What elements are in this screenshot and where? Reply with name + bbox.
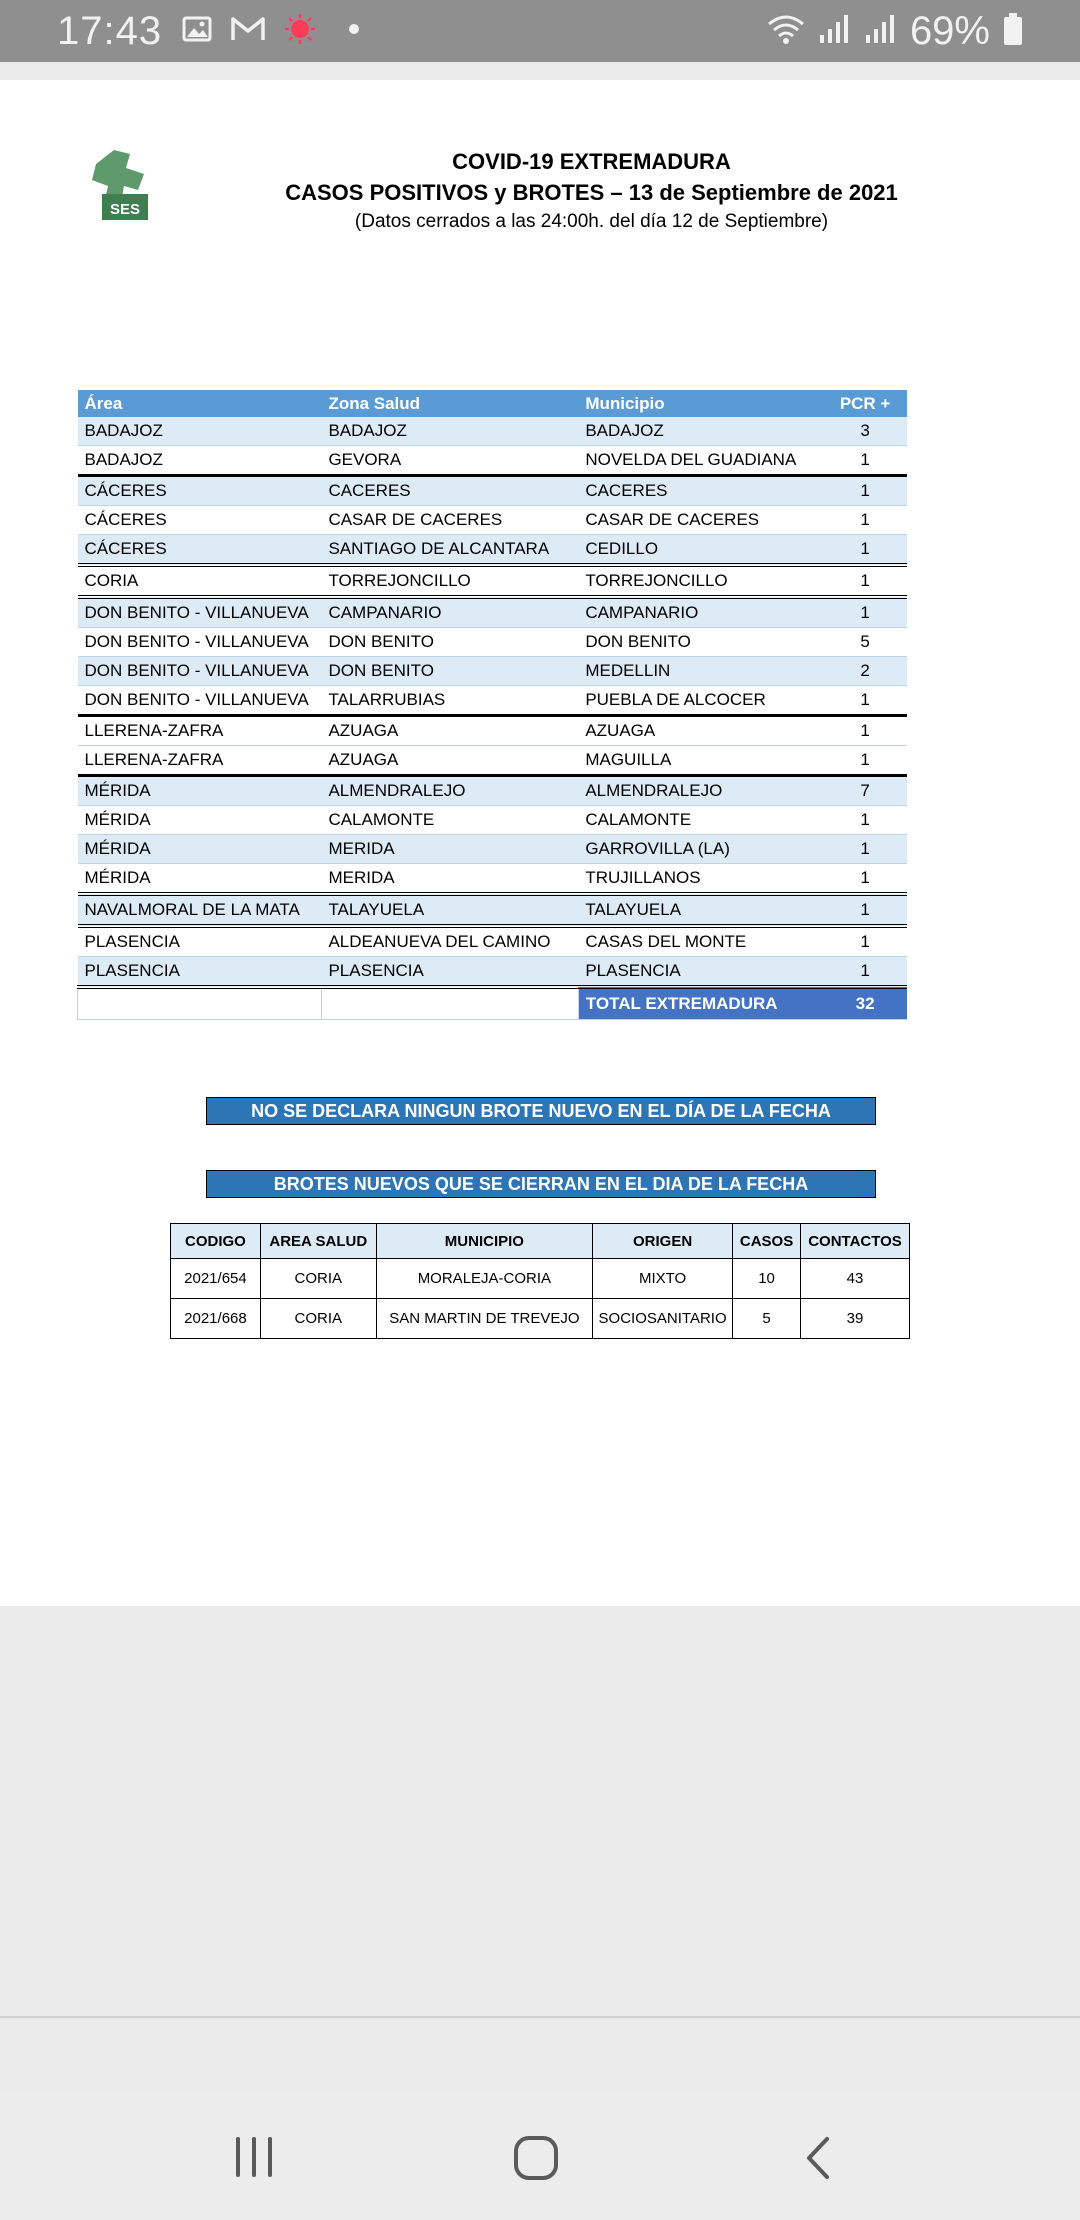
cell-contactos: 39 bbox=[801, 1299, 910, 1339]
cell-zona-salud: CASAR DE CACERES bbox=[321, 506, 578, 535]
cell-pcr: 1 bbox=[823, 686, 907, 716]
cases-total-row bbox=[78, 987, 908, 1020]
cell-pcr: 1 bbox=[823, 535, 907, 566]
recents-icon[interactable] bbox=[232, 2135, 276, 2184]
cell-zona-salud: AZUAGA bbox=[321, 746, 578, 776]
cases-table-row bbox=[78, 657, 908, 686]
cases-table-row bbox=[78, 476, 908, 506]
cases-table-row bbox=[78, 864, 908, 895]
cell-area: MÉRIDA bbox=[78, 835, 322, 864]
cell-pcr: 1 bbox=[823, 835, 907, 864]
cell-municipio: ALMENDRALEJO bbox=[578, 776, 823, 806]
back-icon[interactable] bbox=[803, 2135, 833, 2186]
header-codigo: CODIGO bbox=[171, 1224, 261, 1259]
cell-municipio: TORREJONCILLO bbox=[578, 565, 823, 597]
cell-municipio: SAN MARTIN DE TREVEJO bbox=[376, 1299, 592, 1339]
cases-table-row bbox=[78, 746, 908, 776]
cases-table-body bbox=[78, 417, 908, 1020]
cell-pcr: 7 bbox=[823, 776, 907, 806]
cases-table-row bbox=[78, 597, 908, 628]
cell-municipio: AZUAGA bbox=[578, 716, 823, 746]
no-new-outbreak-banner: NO SE DECLARA NINGUN BROTE NUEVO EN EL DÍA DE LA FECHA bbox=[206, 1097, 876, 1125]
battery-percent: 69% bbox=[909, 8, 990, 53]
status-bar bbox=[0, 0, 1080, 62]
cell-area: LLERENA-ZAFRA bbox=[78, 716, 322, 746]
cell-municipio: MAGUILLA bbox=[578, 746, 823, 776]
cell-area: CÁCERES bbox=[78, 476, 322, 506]
cases-table-row bbox=[78, 565, 908, 597]
cell-area: PLASENCIA bbox=[78, 957, 322, 988]
outbreaks-table-body bbox=[171, 1259, 910, 1339]
outbreaks-table-header bbox=[171, 1224, 910, 1259]
cell-codigo: 2021/668 bbox=[171, 1299, 261, 1339]
header-area-salud: AREA SALUD bbox=[260, 1224, 376, 1259]
cell-zona-salud: GEVORA bbox=[321, 446, 578, 476]
cell-area: BADAJOZ bbox=[78, 417, 322, 446]
cases-table-row bbox=[78, 628, 908, 657]
cell-area: DON BENITO - VILLANUEVA bbox=[78, 657, 322, 686]
header-zona-salud: Zona Salud bbox=[321, 390, 578, 417]
cases-table-row bbox=[78, 926, 908, 957]
cell-pcr: 1 bbox=[823, 476, 907, 506]
cell-pcr: 1 bbox=[823, 597, 907, 628]
cell-origen: SOCIOSANITARIO bbox=[593, 1299, 733, 1339]
battery-icon bbox=[1002, 12, 1024, 51]
title-line-3: (Datos cerrados a las 24:00h. del día 12 de Septiembre) bbox=[354, 211, 829, 232]
cell-casos: 10 bbox=[733, 1259, 801, 1299]
outbreaks-table-row bbox=[171, 1259, 910, 1299]
cell-area: CORIA bbox=[78, 565, 322, 597]
cases-table-row bbox=[78, 716, 908, 746]
logo-text: SES bbox=[109, 201, 141, 218]
outbreaks-table bbox=[170, 1223, 910, 1339]
record-icon bbox=[284, 13, 316, 50]
cell-zona-salud: MERIDA bbox=[321, 864, 578, 895]
cell-pcr: 1 bbox=[823, 446, 907, 476]
blank-cell bbox=[321, 987, 578, 1020]
cell-area-salud: CORIA bbox=[260, 1259, 376, 1299]
cell-municipio: CASAR DE CACERES bbox=[578, 506, 823, 535]
cell-zona-salud: BADAJOZ bbox=[321, 417, 578, 446]
cell-area: DON BENITO - VILLANUEVA bbox=[78, 628, 322, 657]
header-origen: ORIGEN bbox=[593, 1224, 733, 1259]
cell-municipio: GARROVILLA (LA) bbox=[578, 835, 823, 864]
cell-municipio: TALAYUELA bbox=[578, 894, 823, 926]
cell-pcr: 3 bbox=[823, 417, 907, 446]
cell-area: NAVALMORAL DE LA MATA bbox=[78, 894, 322, 926]
cases-table-row bbox=[78, 957, 908, 988]
cell-zona-salud: PLASENCIA bbox=[321, 957, 578, 988]
document-page[interactable] bbox=[0, 80, 1080, 1606]
closed-outbreaks-banner: BROTES NUEVOS QUE SE CIERRAN EN EL DIA DE LA FECHA bbox=[206, 1170, 876, 1198]
cell-pcr: 2 bbox=[823, 657, 907, 686]
gallery-icon bbox=[182, 15, 212, 48]
status-time: 17:43 bbox=[57, 8, 163, 53]
gmail-icon bbox=[230, 15, 266, 48]
cell-zona-salud: CALAMONTE bbox=[321, 806, 578, 835]
cell-area: PLASENCIA bbox=[78, 926, 322, 957]
cell-zona-salud: TALAYUELA bbox=[321, 894, 578, 926]
cell-pcr: 1 bbox=[823, 806, 907, 835]
cell-municipio: MEDELLIN bbox=[578, 657, 823, 686]
cell-pcr: 1 bbox=[823, 926, 907, 957]
header-pcr: PCR + bbox=[823, 390, 907, 417]
signal-icon bbox=[864, 13, 898, 50]
cases-table-row bbox=[78, 806, 908, 835]
cell-municipio: TRUJILLANOS bbox=[578, 864, 823, 895]
cell-pcr: 1 bbox=[823, 746, 907, 776]
cases-table bbox=[77, 390, 907, 1020]
cell-municipio: PUEBLA DE ALCOCER bbox=[578, 686, 823, 716]
cases-table-row bbox=[78, 446, 908, 476]
total-value: 32 bbox=[823, 987, 907, 1020]
cell-municipio: PLASENCIA bbox=[578, 957, 823, 988]
cell-municipio: DON BENITO bbox=[578, 628, 823, 657]
cell-zona-salud: ALDEANUEVA DEL CAMINO bbox=[321, 926, 578, 957]
header-contactos: CONTACTOS bbox=[801, 1224, 910, 1259]
cell-zona-salud: DON BENITO bbox=[321, 657, 578, 686]
cell-municipio: CALAMONTE bbox=[578, 806, 823, 835]
header-municipio: Municipio bbox=[578, 390, 823, 417]
cell-municipio: CEDILLO bbox=[578, 535, 823, 566]
status-notification-icons bbox=[182, 13, 364, 50]
cases-table-row bbox=[78, 535, 908, 566]
cell-area: MÉRIDA bbox=[78, 864, 322, 895]
cell-casos: 5 bbox=[733, 1299, 801, 1339]
cell-pcr: 1 bbox=[823, 565, 907, 597]
cell-zona-salud: DON BENITO bbox=[321, 628, 578, 657]
title-line-2: CASOS POSITIVOS y BROTES – 13 de Septiembre de 2021 bbox=[285, 180, 898, 205]
cell-codigo: 2021/654 bbox=[171, 1259, 261, 1299]
blank-cell bbox=[78, 987, 322, 1020]
cell-zona-salud: AZUAGA bbox=[321, 716, 578, 746]
cell-area: DON BENITO - VILLANUEVA bbox=[78, 597, 322, 628]
cell-zona-salud: TORREJONCILLO bbox=[321, 565, 578, 597]
cell-municipio: MORALEJA-CORIA bbox=[376, 1259, 592, 1299]
cases-table-row bbox=[78, 417, 908, 446]
nav-divider bbox=[0, 2016, 1080, 2018]
cell-municipio: CACERES bbox=[578, 476, 823, 506]
cell-zona-salud: CACERES bbox=[321, 476, 578, 506]
cell-pcr: 1 bbox=[823, 506, 907, 535]
cell-zona-salud: CAMPANARIO bbox=[321, 597, 578, 628]
cell-area: DON BENITO - VILLANUEVA bbox=[78, 686, 322, 716]
outbreaks-table-row bbox=[171, 1299, 910, 1339]
home-icon[interactable] bbox=[513, 2135, 559, 2186]
total-label: TOTAL EXTREMADURA bbox=[578, 987, 823, 1020]
cases-table-row bbox=[78, 894, 908, 926]
cell-area: CÁCERES bbox=[78, 506, 322, 535]
header-municipio: MUNICIPIO bbox=[376, 1224, 592, 1259]
dot-icon bbox=[334, 22, 364, 41]
cell-municipio: CASAS DEL MONTE bbox=[578, 926, 823, 957]
header-area: Área bbox=[78, 390, 322, 417]
cell-contactos: 43 bbox=[801, 1259, 910, 1299]
document-title bbox=[0, 146, 1080, 236]
cell-pcr: 1 bbox=[823, 894, 907, 926]
cell-origen: MIXTO bbox=[593, 1259, 733, 1299]
cell-zona-salud: TALARRUBIAS bbox=[321, 686, 578, 716]
cell-pcr: 1 bbox=[823, 716, 907, 746]
cases-table-row bbox=[78, 835, 908, 864]
cell-zona-salud: MERIDA bbox=[321, 835, 578, 864]
title-line-1: COVID-19 EXTREMADURA bbox=[452, 149, 731, 174]
cell-zona-salud: SANTIAGO DE ALCANTARA bbox=[321, 535, 578, 566]
cell-area-salud: CORIA bbox=[260, 1299, 376, 1339]
header-casos: CASOS bbox=[733, 1224, 801, 1259]
cell-area: LLERENA-ZAFRA bbox=[78, 746, 322, 776]
cases-table-row bbox=[78, 776, 908, 806]
cell-municipio: BADAJOZ bbox=[578, 417, 823, 446]
cell-pcr: 1 bbox=[823, 864, 907, 895]
status-system-icons bbox=[766, 9, 1024, 54]
cell-zona-salud: ALMENDRALEJO bbox=[321, 776, 578, 806]
cell-municipio: CAMPANARIO bbox=[578, 597, 823, 628]
cell-area: BADAJOZ bbox=[78, 446, 322, 476]
cell-municipio: NOVELDA DEL GUADIANA bbox=[578, 446, 823, 476]
cases-table-row bbox=[78, 506, 908, 535]
wifi-icon bbox=[766, 12, 806, 51]
cell-pcr: 5 bbox=[823, 628, 907, 657]
cell-area: CÁCERES bbox=[78, 535, 322, 566]
cell-area: MÉRIDA bbox=[78, 776, 322, 806]
cases-table-header bbox=[78, 390, 908, 417]
signal-icon bbox=[818, 13, 852, 50]
cell-area: MÉRIDA bbox=[78, 806, 322, 835]
cases-table-row bbox=[78, 686, 908, 716]
cell-pcr: 1 bbox=[823, 957, 907, 988]
